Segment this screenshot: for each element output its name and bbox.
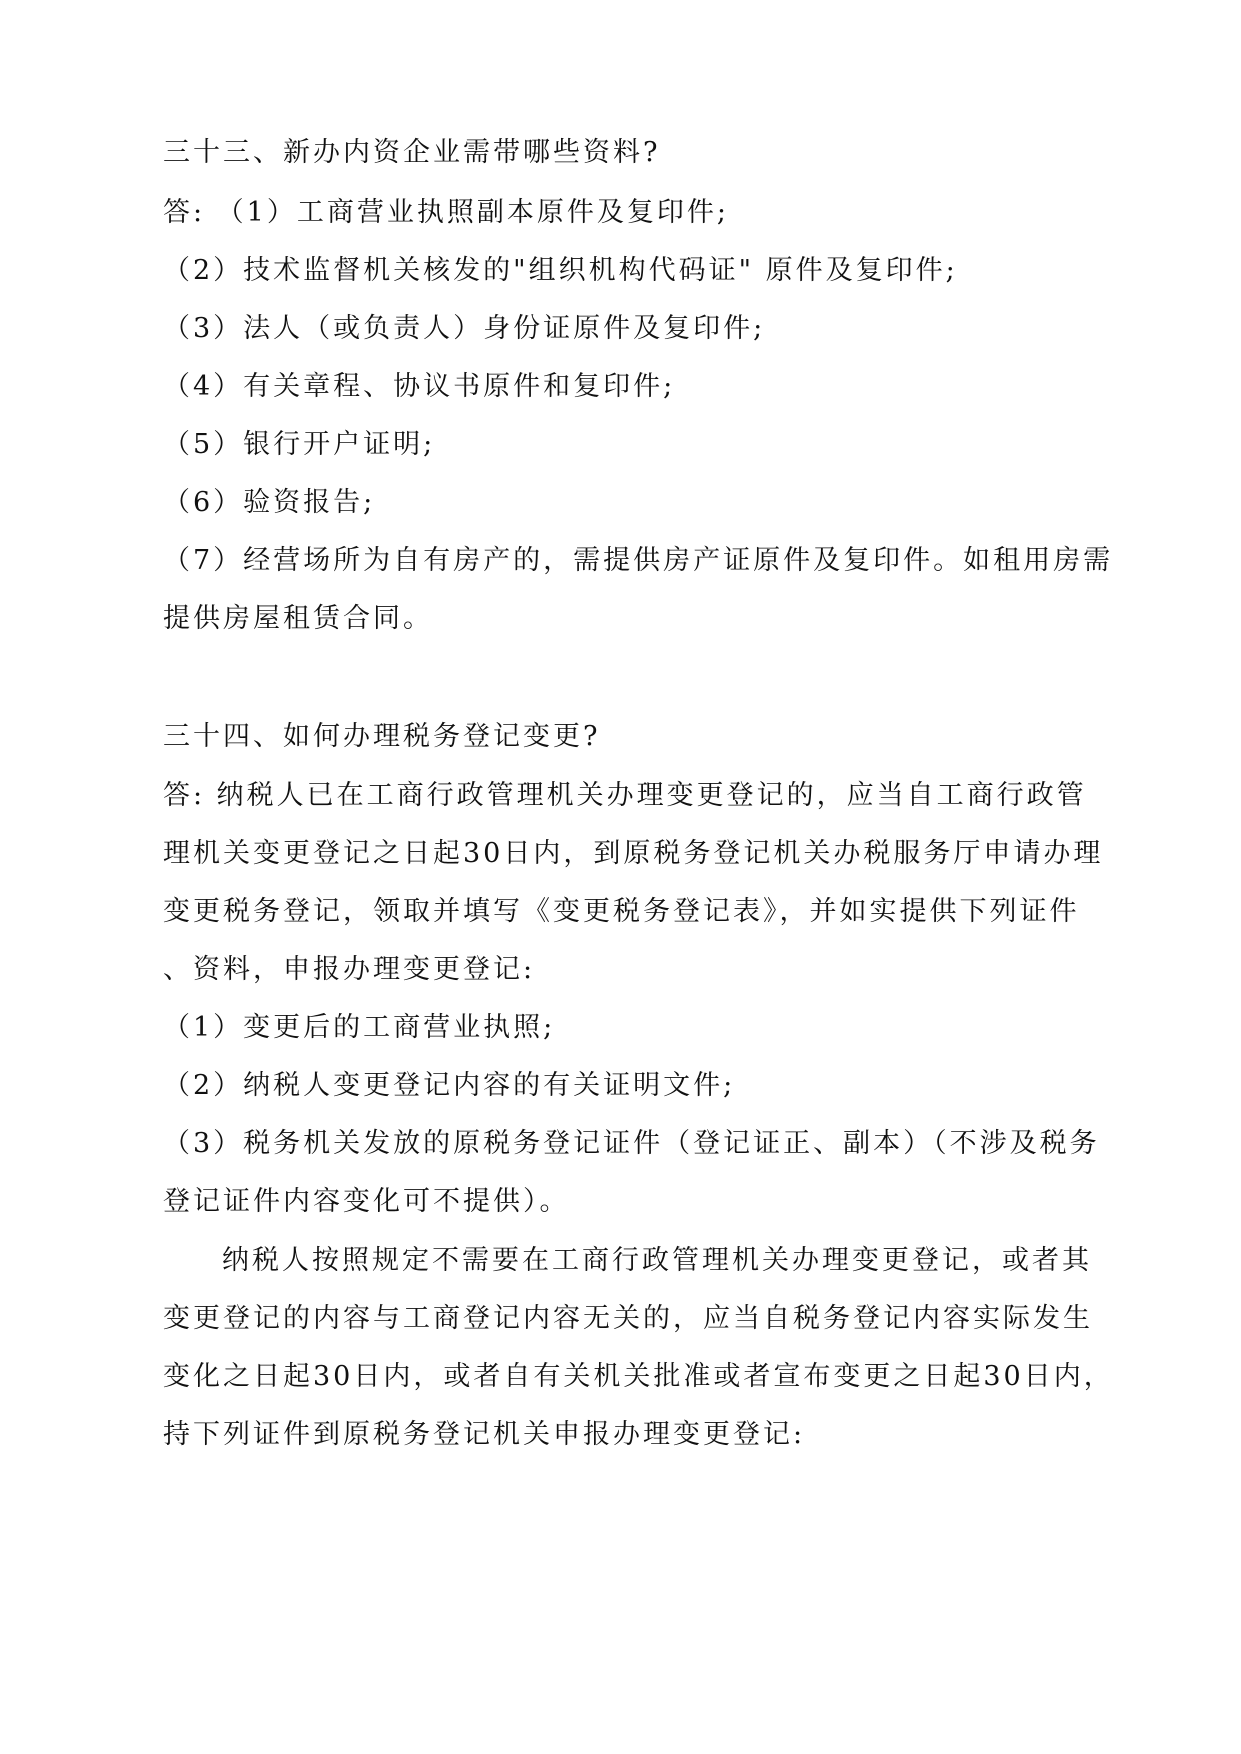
section-34-line-4: 、资料，申报办理变更登记: (163, 954, 536, 985)
section-34-line-1: 答: 纳税人已在工商行政管理机关办理变更登记的，应当自工商行政管 (163, 780, 1087, 811)
section-33-line-3: （3）法人（或负责人）身份证原件及复印件; (163, 313, 766, 344)
section-34-line-3: 变更税务登记，领取并填写《变更税务登记表》，并如实提供下列证件 (163, 896, 1080, 927)
section-33-line-5: （5）银行开户证明; (163, 429, 436, 460)
section-33-line-2: （2）技术监督机关核发的"组织机构代码证" 原件及复印件; (163, 255, 958, 286)
paragraph-line-1: 纳税人按照规定不需要在工商行政管理机关办理变更登记，或者其 (222, 1245, 1092, 1276)
section-34-line-7: （3）税务机关发放的原税务登记证件（登记证正、副本）（不涉及税务 (163, 1128, 1100, 1159)
section-34-line-2: 理机关变更登记之日起30日内，到原税务登记机关办税服务厅申请办理 (163, 838, 1104, 869)
section-34-line-6: （2）纳税人变更登记内容的有关证明文件; (163, 1070, 736, 1101)
section-33-line-8: 提供房屋租赁合同。 (163, 603, 433, 634)
section-34-title: 三十四、如何办理税务登记变更? (163, 721, 601, 752)
paragraph-line-3: 变化之日起30日内，或者自有关机关批准或者宣布变更之日起30日内， (163, 1361, 1114, 1392)
section-33-title: 三十三、新办内资企业需带哪些资料? (163, 137, 661, 168)
section-33-line-1: 答: （1）工商营业执照副本原件及复印件; (163, 197, 729, 228)
section-33-line-7: （7）经营场所为自有房产的，需提供房产证原件及复印件。如租用房需 (163, 545, 1114, 576)
section-33-line-6: （6）验资报告; (163, 487, 376, 518)
section-34-line-8: 登记证件内容变化可不提供）。 (163, 1186, 570, 1217)
paragraph-line-4: 持下列证件到原税务登记机关申报办理变更登记: (163, 1419, 806, 1450)
section-34-line-5: （1）变更后的工商营业执照; (163, 1012, 556, 1043)
section-33-line-4: （4）有关章程、协议书原件和复印件; (163, 371, 676, 402)
paragraph-line-2: 变更登记的内容与工商登记内容无关的，应当自税务登记内容实际发生 (163, 1303, 1093, 1334)
